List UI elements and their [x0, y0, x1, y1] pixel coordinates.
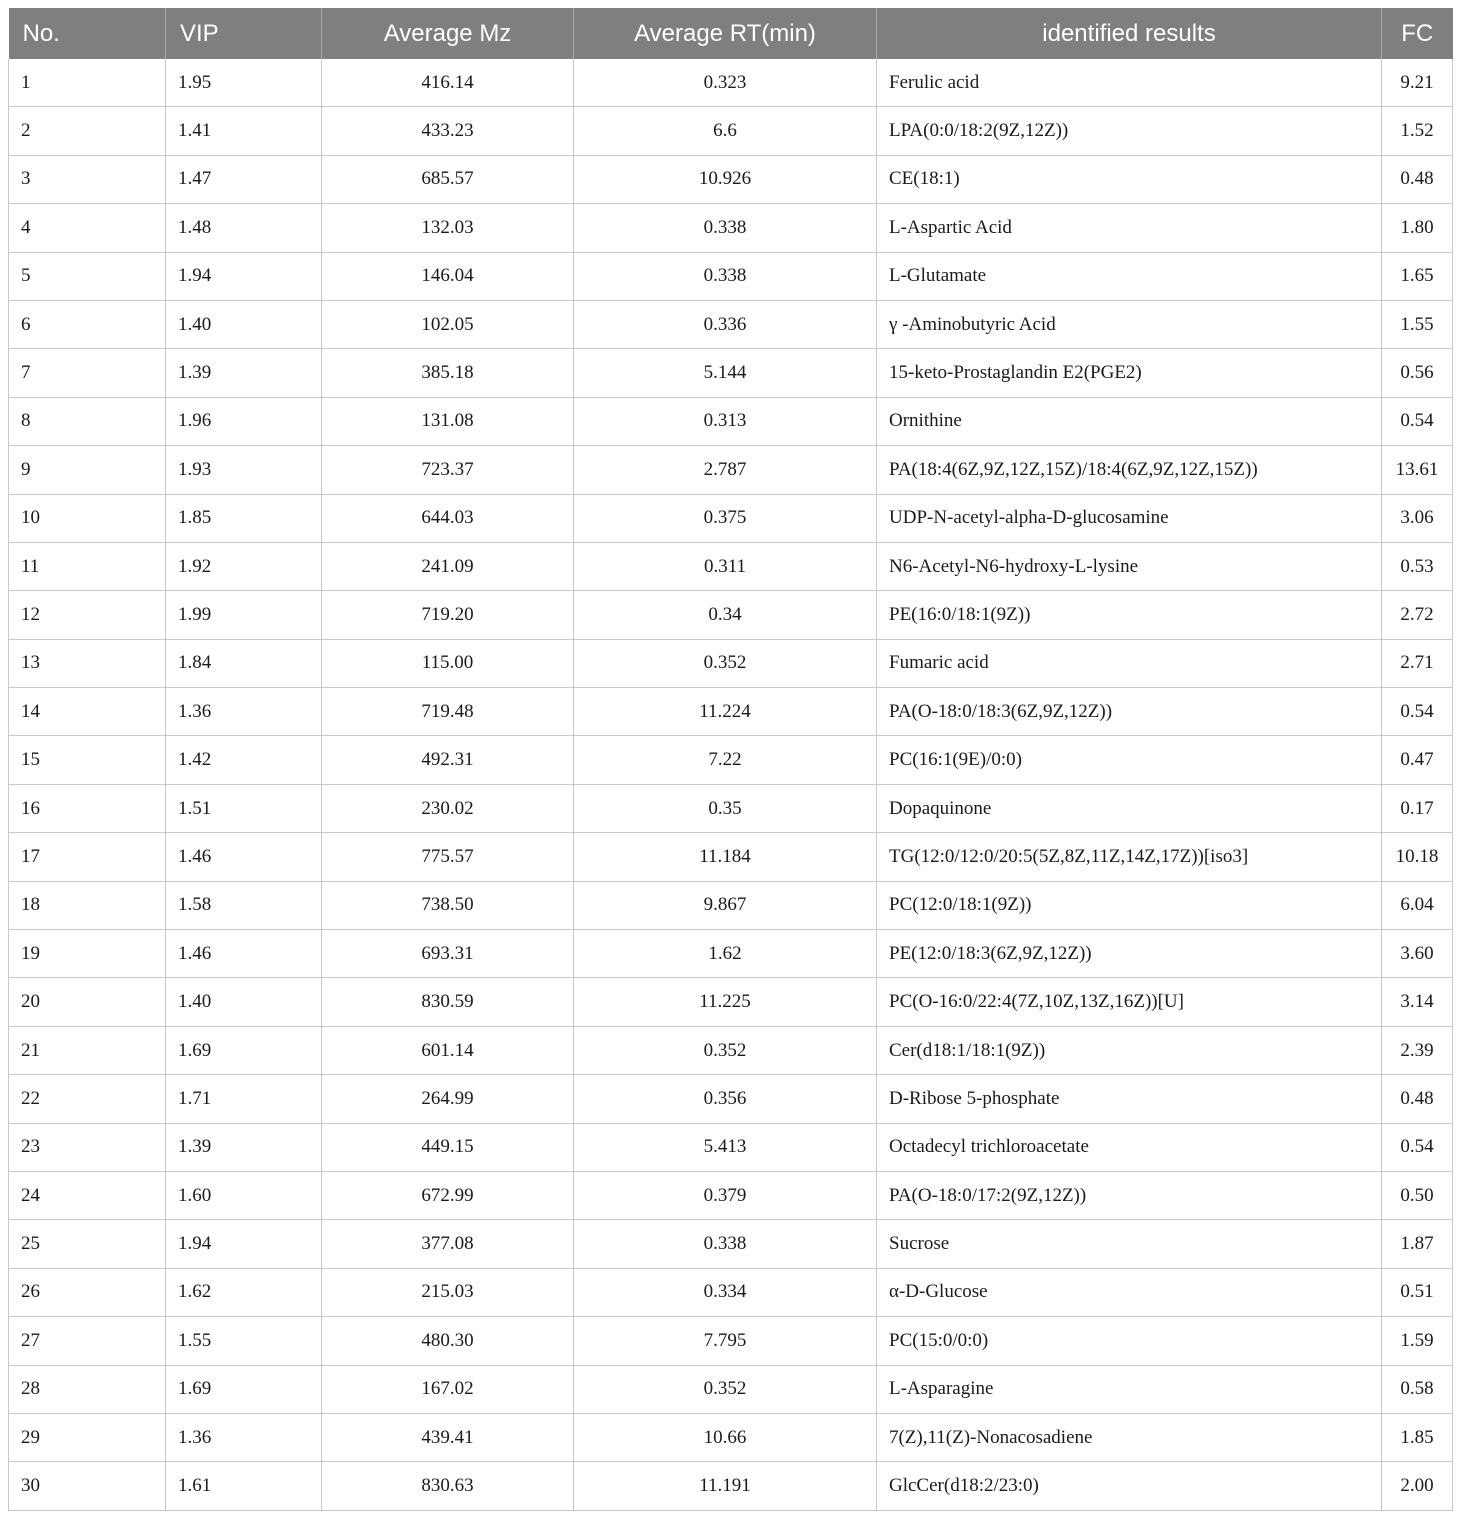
cell-fc: 0.54: [1382, 397, 1453, 445]
cell-vip: 1.36: [166, 1413, 322, 1461]
cell-fc: 1.59: [1382, 1317, 1453, 1365]
cell-average-mz: 480.30: [322, 1317, 574, 1365]
cell-vip: 1.69: [166, 1026, 322, 1074]
cell-average-mz: 644.03: [322, 494, 574, 542]
cell-average-mz: 132.03: [322, 204, 574, 252]
cell-identified-result: Ferulic acid: [877, 59, 1382, 107]
cell-average-mz: 830.59: [322, 978, 574, 1026]
cell-identified-result: Octadecyl trichloroacetate: [877, 1123, 1382, 1171]
cell-identified-result: α-D-Glucose: [877, 1268, 1382, 1316]
header-average-rt: Average RT(min): [574, 8, 877, 59]
cell-identified-result: Ornithine: [877, 397, 1382, 445]
cell-average-mz: 830.63: [322, 1462, 574, 1510]
table-row: [9, 1462, 1453, 1510]
cell-average-mz: 738.50: [322, 881, 574, 929]
table-row: [9, 688, 1453, 736]
cell-no: 19: [9, 930, 166, 978]
header-identified-results: identified results: [877, 8, 1382, 59]
cell-fc: 2.00: [1382, 1462, 1453, 1510]
cell-no: 27: [9, 1317, 166, 1365]
cell-no: 14: [9, 688, 166, 736]
cell-fc: 3.06: [1382, 494, 1453, 542]
table-body: [9, 59, 1453, 1510]
table-row: [9, 978, 1453, 1026]
cell-average-rt: 0.338: [574, 204, 877, 252]
cell-no: 15: [9, 736, 166, 784]
cell-no: 7: [9, 349, 166, 397]
cell-fc: 0.51: [1382, 1268, 1453, 1316]
cell-vip: 1.46: [166, 833, 322, 881]
cell-average-rt: 0.313: [574, 397, 877, 445]
table-row: [9, 155, 1453, 203]
cell-vip: 1.51: [166, 784, 322, 832]
cell-no: 5: [9, 252, 166, 300]
header-fc: FC: [1382, 8, 1453, 59]
cell-average-rt: 11.224: [574, 688, 877, 736]
cell-average-mz: 385.18: [322, 349, 574, 397]
cell-fc: 0.17: [1382, 784, 1453, 832]
cell-average-rt: 1.62: [574, 930, 877, 978]
cell-vip: 1.69: [166, 1365, 322, 1413]
cell-average-rt: 7.795: [574, 1317, 877, 1365]
cell-average-rt: 5.413: [574, 1123, 877, 1171]
cell-identified-result: γ -Aminobutyric Acid: [877, 300, 1382, 348]
cell-no: 24: [9, 1171, 166, 1219]
metabolite-table-container: [8, 8, 1452, 1511]
cell-vip: 1.39: [166, 1123, 322, 1171]
cell-vip: 1.96: [166, 397, 322, 445]
metabolite-table: [8, 8, 1453, 1511]
cell-fc: 0.58: [1382, 1365, 1453, 1413]
cell-identified-result: Cer(d18:1/18:1(9Z)): [877, 1026, 1382, 1074]
cell-average-rt: 0.323: [574, 59, 877, 107]
cell-fc: 0.48: [1382, 155, 1453, 203]
cell-fc: 0.48: [1382, 1075, 1453, 1123]
cell-average-rt: 11.225: [574, 978, 877, 1026]
cell-vip: 1.46: [166, 930, 322, 978]
cell-average-mz: 439.41: [322, 1413, 574, 1461]
cell-fc: 1.80: [1382, 204, 1453, 252]
cell-identified-result: L-Glutamate: [877, 252, 1382, 300]
cell-average-rt: 10.926: [574, 155, 877, 203]
cell-average-rt: 9.867: [574, 881, 877, 929]
cell-no: 21: [9, 1026, 166, 1074]
cell-identified-result: CE(18:1): [877, 155, 1382, 203]
cell-vip: 1.40: [166, 300, 322, 348]
table-row: [9, 1365, 1453, 1413]
cell-fc: 1.65: [1382, 252, 1453, 300]
cell-average-rt: 0.311: [574, 542, 877, 590]
cell-average-mz: 167.02: [322, 1365, 574, 1413]
cell-average-mz: 601.14: [322, 1026, 574, 1074]
cell-identified-result: TG(12:0/12:0/20:5(5Z,8Z,11Z,14Z,17Z))[iso3]: [877, 833, 1382, 881]
cell-vip: 1.39: [166, 349, 322, 397]
table-row: [9, 833, 1453, 881]
cell-no: 12: [9, 591, 166, 639]
table-row: [9, 784, 1453, 832]
cell-fc: 3.60: [1382, 930, 1453, 978]
cell-vip: 1.71: [166, 1075, 322, 1123]
table-row: [9, 930, 1453, 978]
table-row: [9, 881, 1453, 929]
cell-average-mz: 115.00: [322, 639, 574, 687]
cell-no: 20: [9, 978, 166, 1026]
cell-average-mz: 241.09: [322, 542, 574, 590]
cell-no: 9: [9, 446, 166, 494]
cell-no: 22: [9, 1075, 166, 1123]
cell-average-mz: 775.57: [322, 833, 574, 881]
table-row: [9, 397, 1453, 445]
cell-average-rt: 0.34: [574, 591, 877, 639]
cell-identified-result: PC(O-16:0/22:4(7Z,10Z,13Z,16Z))[U]: [877, 978, 1382, 1026]
table-header-row: [9, 8, 1453, 59]
cell-average-mz: 693.31: [322, 930, 574, 978]
cell-identified-result: UDP-N-acetyl-alpha-D-glucosamine: [877, 494, 1382, 542]
cell-fc: 1.87: [1382, 1220, 1453, 1268]
cell-average-mz: 719.20: [322, 591, 574, 639]
cell-vip: 1.42: [166, 736, 322, 784]
cell-no: 13: [9, 639, 166, 687]
cell-vip: 1.36: [166, 688, 322, 736]
cell-vip: 1.58: [166, 881, 322, 929]
cell-identified-result: PA(18:4(6Z,9Z,12Z,15Z)/18:4(6Z,9Z,12Z,15Z)): [877, 446, 1382, 494]
table-row: [9, 252, 1453, 300]
cell-average-mz: 449.15: [322, 1123, 574, 1171]
cell-average-mz: 131.08: [322, 397, 574, 445]
cell-vip: 1.85: [166, 494, 322, 542]
cell-no: 25: [9, 1220, 166, 1268]
cell-vip: 1.41: [166, 107, 322, 155]
table-row: [9, 1317, 1453, 1365]
cell-vip: 1.95: [166, 59, 322, 107]
table-row: [9, 1171, 1453, 1219]
table-row: [9, 107, 1453, 155]
cell-average-mz: 102.05: [322, 300, 574, 348]
cell-vip: 1.60: [166, 1171, 322, 1219]
table-row: [9, 1026, 1453, 1074]
cell-identified-result: D-Ribose 5-phosphate: [877, 1075, 1382, 1123]
table-row: [9, 446, 1453, 494]
cell-fc: 10.18: [1382, 833, 1453, 881]
cell-average-mz: 416.14: [322, 59, 574, 107]
cell-fc: 1.52: [1382, 107, 1453, 155]
cell-vip: 1.55: [166, 1317, 322, 1365]
cell-fc: 2.39: [1382, 1026, 1453, 1074]
cell-no: 3: [9, 155, 166, 203]
cell-no: 26: [9, 1268, 166, 1316]
cell-fc: 2.72: [1382, 591, 1453, 639]
table-row: [9, 1220, 1453, 1268]
cell-no: 10: [9, 494, 166, 542]
cell-identified-result: PC(12:0/18:1(9Z)): [877, 881, 1382, 929]
cell-vip: 1.84: [166, 639, 322, 687]
cell-average-mz: 433.23: [322, 107, 574, 155]
cell-fc: 0.47: [1382, 736, 1453, 784]
cell-identified-result: N6-Acetyl-N6-hydroxy-L-lysine: [877, 542, 1382, 590]
cell-vip: 1.62: [166, 1268, 322, 1316]
cell-fc: 0.50: [1382, 1171, 1453, 1219]
cell-fc: 1.85: [1382, 1413, 1453, 1461]
cell-no: 29: [9, 1413, 166, 1461]
cell-no: 4: [9, 204, 166, 252]
table-row: [9, 59, 1453, 107]
cell-vip: 1.94: [166, 1220, 322, 1268]
cell-fc: 3.14: [1382, 978, 1453, 1026]
header-no: No.: [9, 8, 166, 59]
cell-identified-result: GlcCer(d18:2/23:0): [877, 1462, 1382, 1510]
table-row: [9, 1413, 1453, 1461]
cell-identified-result: L-Aspartic Acid: [877, 204, 1382, 252]
cell-fc: 1.55: [1382, 300, 1453, 348]
cell-average-rt: 11.191: [574, 1462, 877, 1510]
cell-fc: 0.56: [1382, 349, 1453, 397]
cell-identified-result: Sucrose: [877, 1220, 1382, 1268]
cell-average-rt: 0.336: [574, 300, 877, 348]
table-row: [9, 1123, 1453, 1171]
cell-average-mz: 685.57: [322, 155, 574, 203]
cell-identified-result: LPA(0:0/18:2(9Z,12Z)): [877, 107, 1382, 155]
cell-identified-result: L-Asparagine: [877, 1365, 1382, 1413]
cell-no: 2: [9, 107, 166, 155]
cell-identified-result: Fumaric acid: [877, 639, 1382, 687]
cell-average-rt: 5.144: [574, 349, 877, 397]
cell-vip: 1.92: [166, 542, 322, 590]
cell-identified-result: PE(16:0/18:1(9Z)): [877, 591, 1382, 639]
cell-vip: 1.48: [166, 204, 322, 252]
table-row: [9, 1075, 1453, 1123]
cell-average-rt: 0.379: [574, 1171, 877, 1219]
cell-average-rt: 0.35: [574, 784, 877, 832]
header-vip: VIP: [166, 8, 322, 59]
cell-fc: 0.54: [1382, 1123, 1453, 1171]
cell-no: 30: [9, 1462, 166, 1510]
cell-identified-result: 7(Z),11(Z)-Nonacosadiene: [877, 1413, 1382, 1461]
cell-no: 8: [9, 397, 166, 445]
table-row: [9, 349, 1453, 397]
header-average-mz: Average Mz: [322, 8, 574, 59]
cell-fc: 9.21: [1382, 59, 1453, 107]
cell-average-mz: 492.31: [322, 736, 574, 784]
cell-average-rt: 0.375: [574, 494, 877, 542]
cell-no: 6: [9, 300, 166, 348]
cell-no: 17: [9, 833, 166, 881]
cell-no: 1: [9, 59, 166, 107]
cell-average-rt: 10.66: [574, 1413, 877, 1461]
cell-average-mz: 230.02: [322, 784, 574, 832]
cell-identified-result: PA(O-18:0/17:2(9Z,12Z)): [877, 1171, 1382, 1219]
cell-no: 18: [9, 881, 166, 929]
cell-vip: 1.93: [166, 446, 322, 494]
cell-no: 16: [9, 784, 166, 832]
cell-fc: 6.04: [1382, 881, 1453, 929]
cell-average-rt: 0.352: [574, 1365, 877, 1413]
cell-fc: 13.61: [1382, 446, 1453, 494]
cell-average-rt: 0.334: [574, 1268, 877, 1316]
cell-average-rt: 0.352: [574, 639, 877, 687]
cell-average-mz: 146.04: [322, 252, 574, 300]
cell-identified-result: 15-keto-Prostaglandin E2(PGE2): [877, 349, 1382, 397]
cell-average-mz: 672.99: [322, 1171, 574, 1219]
table-row: [9, 1268, 1453, 1316]
cell-average-mz: 264.99: [322, 1075, 574, 1123]
cell-identified-result: PC(16:1(9E)/0:0): [877, 736, 1382, 784]
cell-vip: 1.47: [166, 155, 322, 203]
cell-identified-result: PE(12:0/18:3(6Z,9Z,12Z)): [877, 930, 1382, 978]
cell-average-mz: 215.03: [322, 1268, 574, 1316]
cell-no: 23: [9, 1123, 166, 1171]
cell-average-rt: 6.6: [574, 107, 877, 155]
cell-identified-result: Dopaquinone: [877, 784, 1382, 832]
table-row: [9, 300, 1453, 348]
cell-vip: 1.94: [166, 252, 322, 300]
cell-vip: 1.99: [166, 591, 322, 639]
cell-no: 11: [9, 542, 166, 590]
cell-average-rt: 2.787: [574, 446, 877, 494]
cell-fc: 2.71: [1382, 639, 1453, 687]
cell-average-rt: 7.22: [574, 736, 877, 784]
cell-average-rt: 11.184: [574, 833, 877, 881]
table-row: [9, 542, 1453, 590]
cell-average-mz: 719.48: [322, 688, 574, 736]
cell-identified-result: PA(O-18:0/18:3(6Z,9Z,12Z)): [877, 688, 1382, 736]
table-row: [9, 736, 1453, 784]
cell-average-rt: 0.338: [574, 1220, 877, 1268]
table-row: [9, 591, 1453, 639]
cell-average-rt: 0.352: [574, 1026, 877, 1074]
cell-average-rt: 0.338: [574, 252, 877, 300]
cell-average-mz: 377.08: [322, 1220, 574, 1268]
cell-no: 28: [9, 1365, 166, 1413]
table-row: [9, 494, 1453, 542]
cell-fc: 0.53: [1382, 542, 1453, 590]
table-row: [9, 204, 1453, 252]
cell-fc: 0.54: [1382, 688, 1453, 736]
cell-vip: 1.61: [166, 1462, 322, 1510]
cell-vip: 1.40: [166, 978, 322, 1026]
cell-average-rt: 0.356: [574, 1075, 877, 1123]
cell-average-mz: 723.37: [322, 446, 574, 494]
cell-identified-result: PC(15:0/0:0): [877, 1317, 1382, 1365]
table-row: [9, 639, 1453, 687]
